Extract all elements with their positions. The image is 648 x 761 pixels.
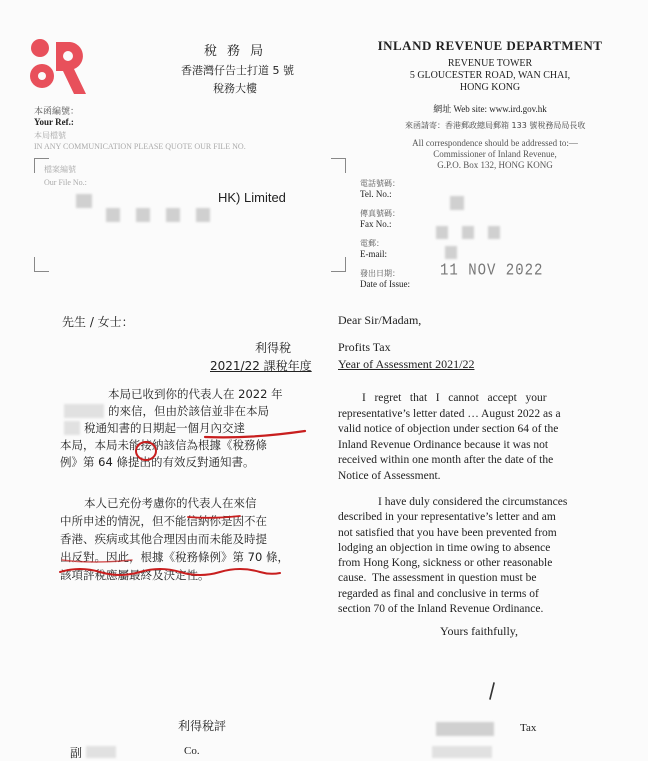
closing: Yours faithfully, [440, 624, 519, 638]
redaction-block [86, 746, 116, 758]
para-cn-1-line: 例》第 64 條提出的有效反對通知書。 [60, 455, 255, 469]
date-label-cn: 發出日期： [360, 269, 400, 278]
para-cn-2-line: 本人已充份考慮你的代表人在來信 [84, 496, 257, 510]
redaction-block [436, 722, 494, 736]
header-cn-office: 稅 務 局 [203, 44, 267, 59]
para-en-1-line: Inland Revenue Ordinance because it was not [338, 438, 549, 451]
para-cn-2-line: 中所申述的情況，但不能信納你是因不在 [60, 514, 267, 528]
para-en-2-line: I have duly considered the circumstances [378, 496, 568, 508]
para-en-1 [338, 391, 614, 484]
faded-line-3: 檔案編號 [44, 165, 76, 174]
subject-cn-1: 利得稅 [255, 341, 292, 355]
para-en-2-line: regarded as final and conclusive in terms of [338, 587, 539, 600]
para-en-1-line: representative’s letter dated … August 2022 as a [338, 407, 561, 420]
para-cn-2-line: 香港、疾病或其他合理因由而未能及時提 [60, 532, 267, 546]
date-label-en: Date of Issue: [360, 279, 410, 289]
header-en-address-2: 5 GLOUCESTER ROAD, WAN CHAI, [409, 70, 571, 81]
para-en-2-line: described in your representative’s letter and am [338, 511, 556, 524]
para-cn-1-line: 本局已收到你的代表人在 2022 年 [108, 387, 283, 401]
para-en-1-line: Notice of Assessment. [338, 469, 441, 482]
salutation-en: Dear Sir/Madam, [338, 313, 422, 327]
para-en-1-line: received within one month after the date of the [338, 454, 554, 466]
para-en-2-line: section 70 of the Inland Revenue Ordinance. [338, 603, 544, 616]
email-label-cn: 電郵： [360, 239, 384, 248]
faded-line-1: 本局檔號 [34, 131, 66, 140]
faded-line-2: IN ANY COMMUNICATION PLEASE QUOTE OUR FILE NO. [34, 142, 246, 151]
header-cn-address-1: 香港灣仔告士打道 5 號 [181, 64, 294, 77]
header-en-address-1: REVENUE TOWER [447, 58, 533, 69]
subject-en-1: Profits Tax [338, 340, 391, 354]
subject-cn-2: 2021/22 課稅年度 [210, 359, 312, 373]
fax-label-cn: 傳真號碼： [360, 209, 400, 218]
fax-label-en: Fax No.: [360, 219, 392, 229]
para-en-1-line: I regret that I cannot accept your [362, 392, 547, 404]
our-ref-en: Your Ref.: [34, 117, 74, 127]
header-note-en-1: All correspondence should be addressed to:— [412, 138, 578, 148]
our-ref-cn: 本函編號： [34, 107, 80, 117]
footer-tax: Tax [520, 722, 537, 734]
faded-line-4: Our File No.: [44, 178, 87, 187]
header-en-office: INLAND REVENUE DEPARTMENT [377, 38, 603, 53]
header-en-address-3: HONG KONG [459, 82, 521, 93]
footer-co: Co. [184, 745, 200, 757]
header-note-en-3: G.P.O. Box 132, HONG KONG [437, 160, 553, 170]
header-note-en-2: Commissioner of Inland Revenue, [433, 149, 557, 159]
para-en-1-line: valid notice of objection under section 64 of the [338, 423, 559, 435]
header-cn-address-2: 稅務大樓 [213, 82, 257, 95]
header-note-cn: 來函請寄：香港郵政總局郵箱 133 號稅務局局長收 [405, 121, 586, 130]
tel-label-cn: 電話號碼： [360, 179, 400, 188]
footer-left: 副 [70, 746, 83, 760]
salutation-cn: 先生 / 女士： [62, 315, 134, 329]
para-en-2 [338, 495, 614, 617]
email-label-en: E-mail: [360, 249, 387, 259]
subject-en-2: Year of Assessment 2021/22 [338, 357, 475, 371]
para-cn-1-line: 的來信，但由於該信並非在本局 [108, 404, 269, 418]
date-of-issue: 11 NOV 2022 [440, 261, 544, 281]
para-en-2-line: cause. The assessment in question must be [338, 572, 537, 585]
para-en-2-line: not satisfied that you have been prevented from [338, 526, 557, 539]
para-cn-1-line: 稅通知書的日期起一個月內交達 [84, 421, 245, 435]
header-website: 網址 Web site: www.ird.gov.hk [433, 104, 547, 114]
para-cn-1-line: 本局，本局未能接納該信為根據《稅務條 [60, 438, 267, 452]
para-cn-2-line: 該項評稅應屬最終及決定性。 [60, 568, 210, 582]
para-en-2-line: from Hong Kong, sickness or other reasonable [338, 557, 553, 570]
para-en-2-line: lodging an objection in time owing to absence [338, 541, 551, 554]
para-cn-2-line: 出反對。因此，根據《稅務條例》第 70 條， [60, 550, 289, 564]
tel-label-en: Tel. No.: [360, 189, 392, 199]
signature-cn: 利得稅評 [178, 719, 227, 733]
addressee-name: HK) Limited [218, 190, 286, 205]
redaction-block [432, 746, 492, 758]
